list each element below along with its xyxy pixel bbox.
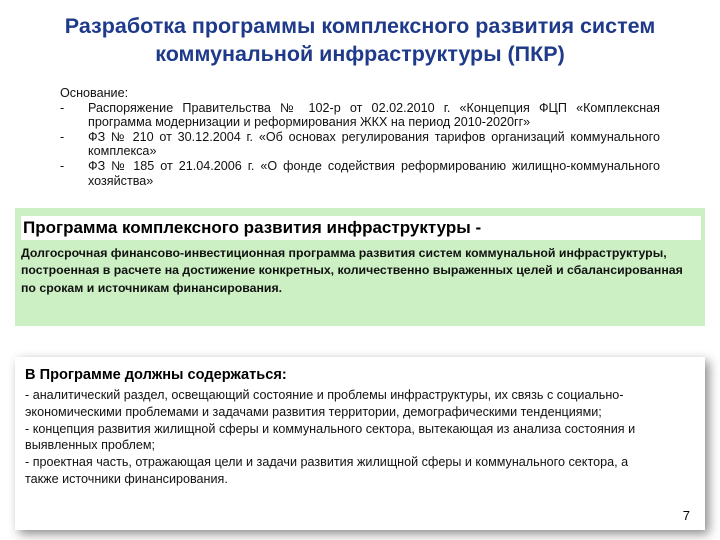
page-title: Разработка программы комплексного развития систем коммунальной инфраструктуры (ПКР) [64,14,656,66]
basis-label: Основание: [60,86,129,100]
basis-item [60,101,660,130]
bullet-dash: - [60,100,65,115]
basis-item-text: Распоряжение Правительства № 102-р от 02.02.2010 г. «Концепция ФЦП «Комплексная программа модернизации и реформирования ЖКХ на период 2010-2020гг» [88,100,660,130]
contents-item: - концепция развития жилищной сферы и коммунального сектора, вытекающая из анализа состояния и выявленных проблем; [25,421,636,453]
definition-text: Долгосрочная финансово-инвестиционная программа развития систем коммунальной инфраструктуры, построенная в расчете на достижение конкретных, количественно выраженных целей и сбалансированная по срокам и источникам финансирования. [21,246,683,295]
contents-heading: В Программе должны содержаться: [25,367,287,383]
definition-box [15,208,705,326]
contents-list [25,387,665,488]
bullet-dash: - [60,129,65,144]
basis-item-text: ФЗ № 185 от 21.04.2006 г. «О фонде содействия реформированию жилищно-коммунального хозяйства» [88,158,660,188]
basis-section [60,86,660,188]
basis-item [60,130,660,159]
basis-item [60,159,660,188]
contents-box [15,357,705,530]
bullet-dash: - [60,158,65,173]
basis-item-text: ФЗ № 210 от 30.12.2004 г. «Об основах регулирования тарифов организаций коммунального комплекса» [88,129,660,159]
page-number: 7 [682,508,690,523]
contents-item: - аналитический раздел, освещающий состояние и проблемы инфраструктуры, их связь с социально-экономическими проблемами и задачами развития территории, демографическими тенденциями; [25,388,624,419]
definition-heading: Программа комплексного развития инфраструктуры - [21,216,701,240]
contents-item: - проектная часть, отражающая цели и задачи развития жилищной сферы и коммунального сектора, а также источники финансирования. [25,455,629,486]
